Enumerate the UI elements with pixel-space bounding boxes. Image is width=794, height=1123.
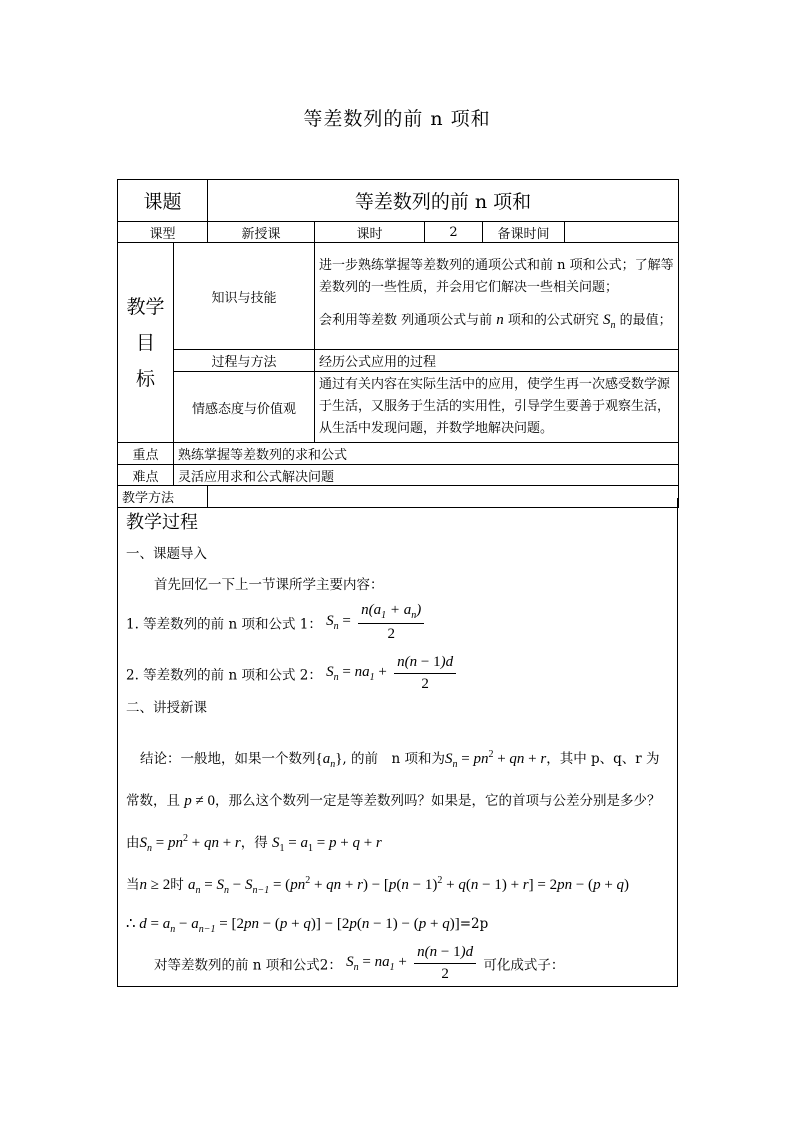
attitude-label: 情感态度与价值观	[174, 372, 315, 443]
hours-label: 课时	[315, 222, 425, 243]
knowledge-label: 知识与技能	[174, 243, 315, 350]
teaching-process-section	[117, 498, 678, 987]
method-label: 教学方法	[118, 486, 208, 508]
difficulty-text: 灵活应用求和公式解决问题	[174, 465, 679, 486]
process-heading: 教学过程	[126, 512, 198, 533]
formula-2-line: 2. 等差数列的前 n 项和公式 2： $S_n = na_1$ + $\frac{n(n - 1)d}{2}$	[126, 654, 459, 693]
objectives-label: 教学 目 标	[118, 243, 174, 443]
type-label: 课型	[118, 222, 208, 243]
topic-row	[118, 180, 679, 222]
derive-line-2: 当n ≥ 2时 $a_n = S_n - S_{n-1} = (pn^2$ + qn + $r) - [p(n - 1)^2 + q(n - 1) + r] = 2pn - (p + q)$	[126, 875, 630, 896]
topic-label: 课题	[118, 180, 208, 222]
question-line: 常数，且 p ≠ 0，那么这个数列一定是等差数列吗？如果是，它的首项与公差分别是多少？	[126, 793, 661, 809]
section-new-heading: 二、讲授新课	[126, 700, 207, 716]
attitude-text: 通过有关内容在实际生活中的应用，使学生再一次感受数学源于生活，又服务于生活的实用性，引导学生要善于观察生活，从生活中发现问题，并数学地解决问题。	[315, 372, 679, 443]
process-method-text: 经历公式应用的过程	[315, 350, 679, 372]
process-method-label: 过程与方法	[174, 350, 315, 372]
formula-1-line: 1. 等差数列的前 n 项和公式 1： $S_n$ = $\frac{n(a_1 + a_n)}{2}$	[126, 602, 427, 643]
attitude-row	[118, 372, 679, 443]
type-value: 新授课	[208, 222, 315, 243]
difficulty-row	[118, 465, 679, 486]
key-point-label: 重点	[118, 443, 174, 465]
derive-line-3: ∴ $d = a_n - a_{n-1} = [2pn - (p + q)] - [2p(n - 1) - (p + q)]=2p$	[126, 916, 489, 935]
prep-time-label: 备课时间	[483, 222, 565, 243]
key-point-text: 熟练掌握等差数列的求和公式	[174, 443, 679, 465]
lesson-plan-table	[117, 179, 679, 508]
difficulty-label: 难点	[118, 465, 174, 486]
intro-text: 首先回忆一下上一节课所学主要内容：	[154, 577, 384, 593]
knowledge-text: 进一步熟练掌握等差数列的通项公式和前 n 项和公式；了解等差数列的一些性质，并会用它们解决一些相关问题； 会利用等差数 列通项公式与前 n 项和的公式研究 $S_n$ 的最值；	[315, 243, 679, 350]
derive-line-1: 由$S_n = pn^2$ + qn + r，得 $S_1 = a_1 = p + q + r$	[126, 833, 382, 854]
conclusion-line: 结论：一般地，如果一个数列$\{a_n\}$, 的前 n 项和为$S_n = pn^2$ + qn + r，其中 p、q、r 为	[140, 749, 660, 770]
key-point-row	[118, 443, 679, 465]
process-method-row	[118, 350, 679, 372]
knowledge-row	[118, 243, 679, 350]
hours-value: 2	[425, 222, 483, 243]
prep-time-value	[565, 222, 679, 243]
section-intro-heading: 一、课题导入	[126, 546, 207, 562]
course-info-row	[118, 222, 679, 243]
final-formula-line: 对等差数列的前 n 项和公式2： $S_n = na_1$ + $\frac{n(n - 1)d}{2}$ 可化成式子：	[154, 944, 565, 982]
topic-value: 等差数列的前 n 项和	[208, 180, 679, 222]
document-title: 等差数列的前 n 项和	[303, 108, 491, 130]
